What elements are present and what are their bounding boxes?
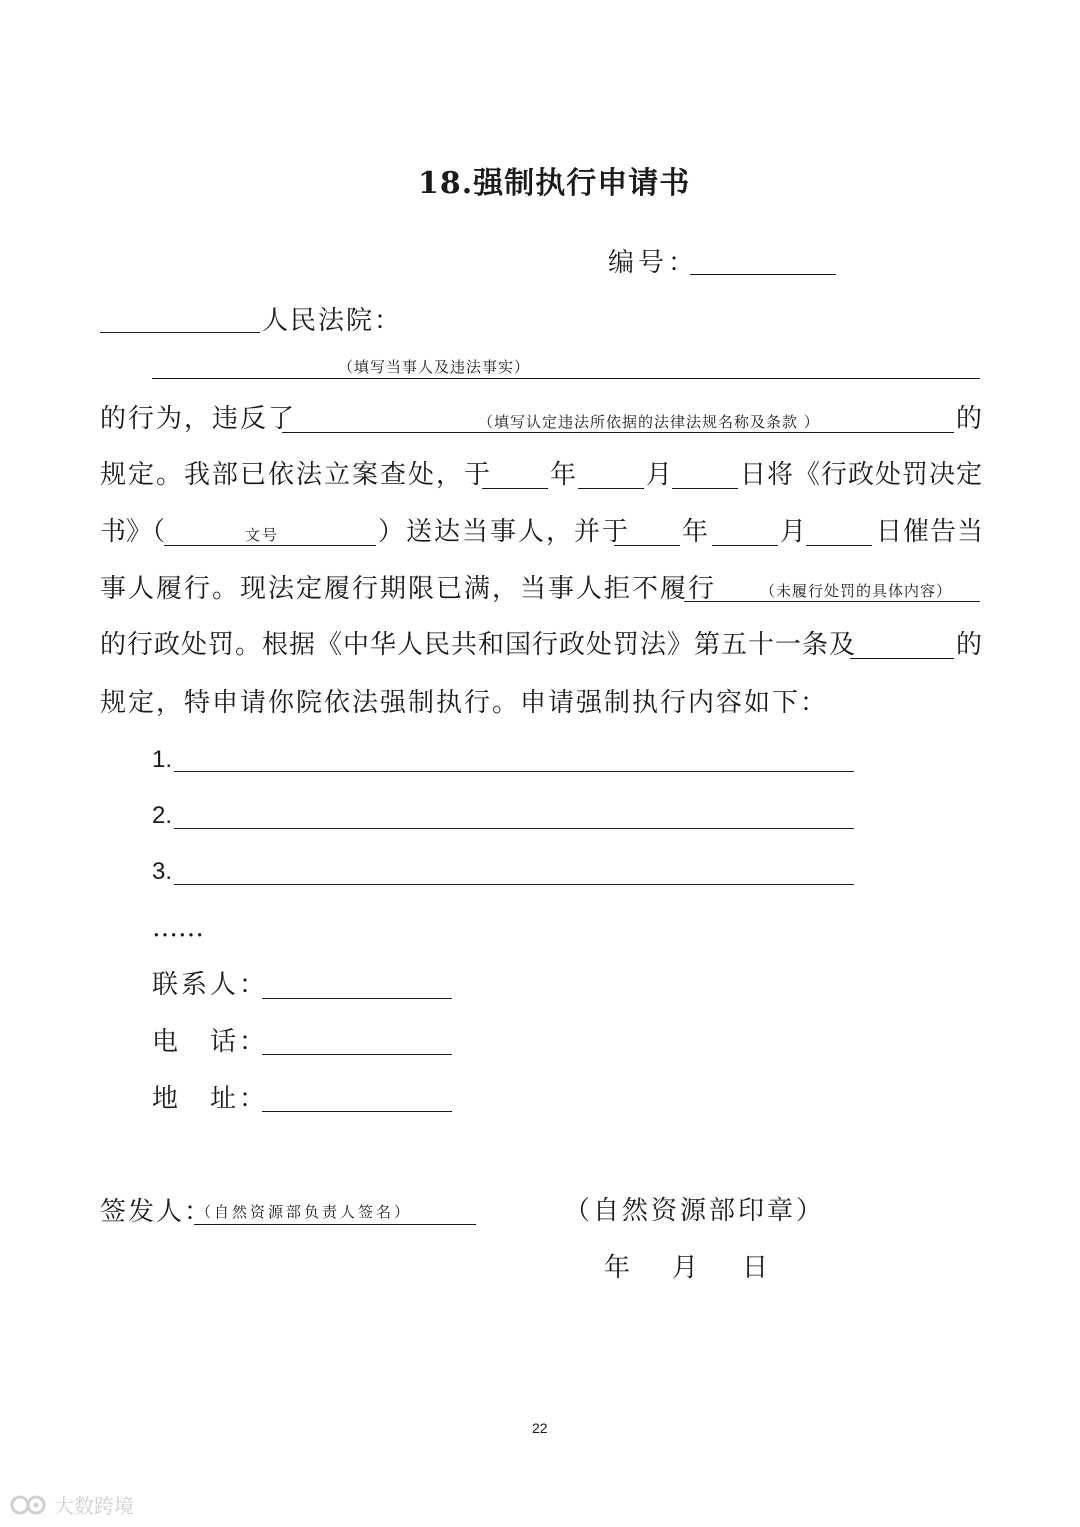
contact-person-field[interactable] [262, 998, 452, 999]
phone-field[interactable] [262, 1054, 452, 1055]
doc-number-hint: 文号 [245, 526, 280, 544]
court-suffix: 人民法院： [262, 306, 403, 336]
item-number-3: 3. [152, 858, 173, 885]
notice-year-field[interactable] [614, 545, 680, 546]
law-clause-hint: （填写认定违法所依据的法律法规名称及条款 ） [478, 413, 820, 431]
notice-day-field[interactable] [806, 545, 872, 546]
document-title: 18.强制执行申请书 [418, 166, 691, 201]
address-field[interactable] [262, 1111, 452, 1112]
month-label-2: 月 [780, 517, 807, 547]
date-day-label: 日 [742, 1253, 769, 1283]
date-month-label: 月 [672, 1253, 699, 1283]
para-line-6: 规定，特申请你院依法强制执行。申请强制执行内容如下： [100, 688, 829, 718]
item-field-3[interactable] [174, 884, 854, 885]
seal-label: （自然资源部印章） [564, 1196, 826, 1226]
item-number-1: 1. [152, 746, 173, 773]
para-line-3-start: 书》（ [100, 517, 166, 547]
law-clause-field[interactable] [282, 432, 954, 433]
item-number-2: 2. [152, 802, 173, 829]
item-field-1[interactable] [174, 771, 854, 772]
para-line-2-start: 规定。我部已依法立案查处，于 [100, 460, 493, 490]
filing-month-field[interactable] [578, 488, 644, 489]
watermark-text: 大数跨境 [54, 1494, 134, 1518]
unfulfilled-content-hint: （未履行处罚的具体内容） [760, 582, 953, 600]
filing-day-field[interactable] [672, 488, 738, 489]
page-number: 22 [532, 1420, 548, 1436]
signer-label: 签发人： [100, 1197, 213, 1227]
para-line-5-start: 的行政处罚。根据《中华人民共和国行政处罚法》第五十一条及 [100, 630, 857, 660]
other-law-field[interactable] [850, 658, 954, 659]
ellipsis: …… [152, 913, 204, 943]
party-facts-field[interactable] [152, 378, 980, 379]
para-line-1-end: 的 [956, 404, 983, 434]
signer-field[interactable] [194, 1224, 476, 1225]
court-name-field[interactable] [100, 332, 260, 333]
date-year-label: 年 [604, 1253, 631, 1283]
contact-person-label: 联系人： [152, 970, 269, 1000]
para-line-2-end: 日将《行政处罚决定 [740, 460, 984, 490]
para-line-3-mid: ）送达当事人，并于 [378, 517, 631, 547]
para-line-5-end: 的 [956, 630, 983, 660]
notice-month-field[interactable] [712, 545, 778, 546]
serial-number-field[interactable] [690, 274, 836, 275]
unfulfilled-content-field[interactable] [684, 601, 980, 602]
address-label: 地 址： [152, 1084, 269, 1114]
doc-number-field[interactable] [164, 545, 376, 546]
phone-label: 电 话： [152, 1027, 269, 1057]
party-facts-hint: （填写当事人及违法事实） [338, 358, 531, 376]
watermark [10, 1490, 134, 1519]
para-line-4-start: 事人履行。现法定履行期限已满，当事人拒不履行 [100, 574, 717, 604]
watermark-logo-icon [10, 1492, 50, 1518]
year-label-2: 年 [682, 517, 709, 547]
year-label: 年 [550, 460, 577, 490]
signer-hint: （自然资源部负责人签名） [196, 1203, 413, 1221]
item-field-2[interactable] [174, 828, 854, 829]
para-line-3-end: 日催告当 [876, 517, 985, 547]
para-line-1-start: 的行为，违反了 [100, 404, 297, 434]
serial-number-label: 编号： [608, 248, 699, 278]
month-label: 月 [646, 460, 673, 490]
filing-year-field[interactable] [482, 488, 548, 489]
